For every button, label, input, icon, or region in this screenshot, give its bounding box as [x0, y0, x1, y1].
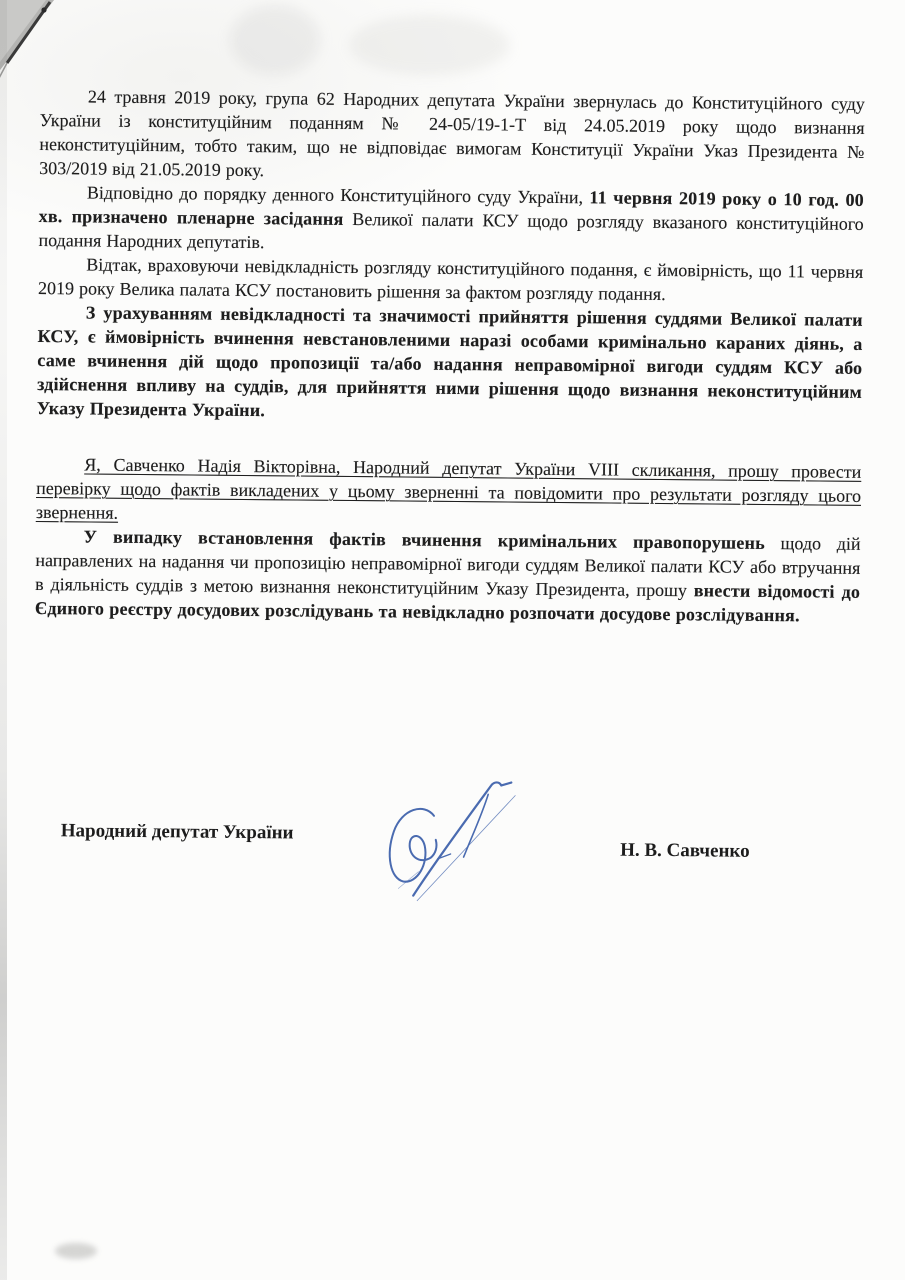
text-run: Відповідно до порядку денного Конституційного суду України, — [86, 182, 590, 208]
paragraph — [38, 252, 863, 308]
text-run: щодо дій направлених на надання чи пропозицію неправомірної вигоди суддям Великої палати КСУ або втручання в діяльність суддів з метою визнання неконституційним Указу Президента, прошу — [35, 532, 861, 601]
text-run: внести відомості до Єдиного реєстру досудових розслідувань та невідкладно розпочати досудове розслідування. — [34, 580, 861, 626]
text-run: З урахуванням невідкладності та значимості прийняття рішення суддями Великої палати КСУ, є ймовірність вчинення невстановленими наразі особами кримінально караних діянь, а саме вчинення дій щодо пропозиції та/або надання неправомірної вигоди суддям КСУ або здійснення впливу на суддів, для прийняття ними рішення щодо визнання неконституційним Указу Президента України. — [36, 302, 863, 421]
paragraph — [38, 180, 864, 260]
signatory-title: Народний депутат України — [60, 820, 294, 844]
text-run: Відтак, враховуючи невідкладність розгляду конституційного подання, є ймовірність, що 11 червня 2019 року Велика палата КСУ постановить рішення за фактом розгляду подання. — [37, 254, 864, 305]
text-run: 11 червня 2019 року о 10 год. 00 хв. призначено пленарне засідання — [38, 187, 865, 229]
signature-block — [33, 820, 858, 864]
text-run: 24 травня 2019 року, група 62 Народних депутата України звернулась до Конституційного суду України із конституційним поданням № 24-05/19-1-Т від 24.05.2019 року щодо визнання неконституційним, тобто таким, що не відповідає вимогам Конституції України Указ Президента № 303/2019 від 21.05.2019 року. — [39, 86, 865, 181]
paragraph — [37, 300, 863, 428]
document-body — [35, 84, 865, 628]
text-run: Великої палати КСУ щодо розгляду вказаного конституційного подання Народних депутатів. — [38, 208, 864, 253]
paragraph — [35, 524, 861, 628]
paragraph — [39, 84, 865, 188]
paragraph — [36, 452, 862, 532]
text-run: Я, Савченко Надія Вікторівна, Народний депутат України VIII скликання, прошу провести перевірку щодо фактів викладених у цьому зверненні та повідомити про результати розгляду цього звернення. — [35, 454, 862, 523]
signatory-name: Н. В. Савченко — [620, 839, 750, 862]
text-run: У випадку встановлення фактів вчинення кримінальних правопорушень — [83, 526, 765, 553]
